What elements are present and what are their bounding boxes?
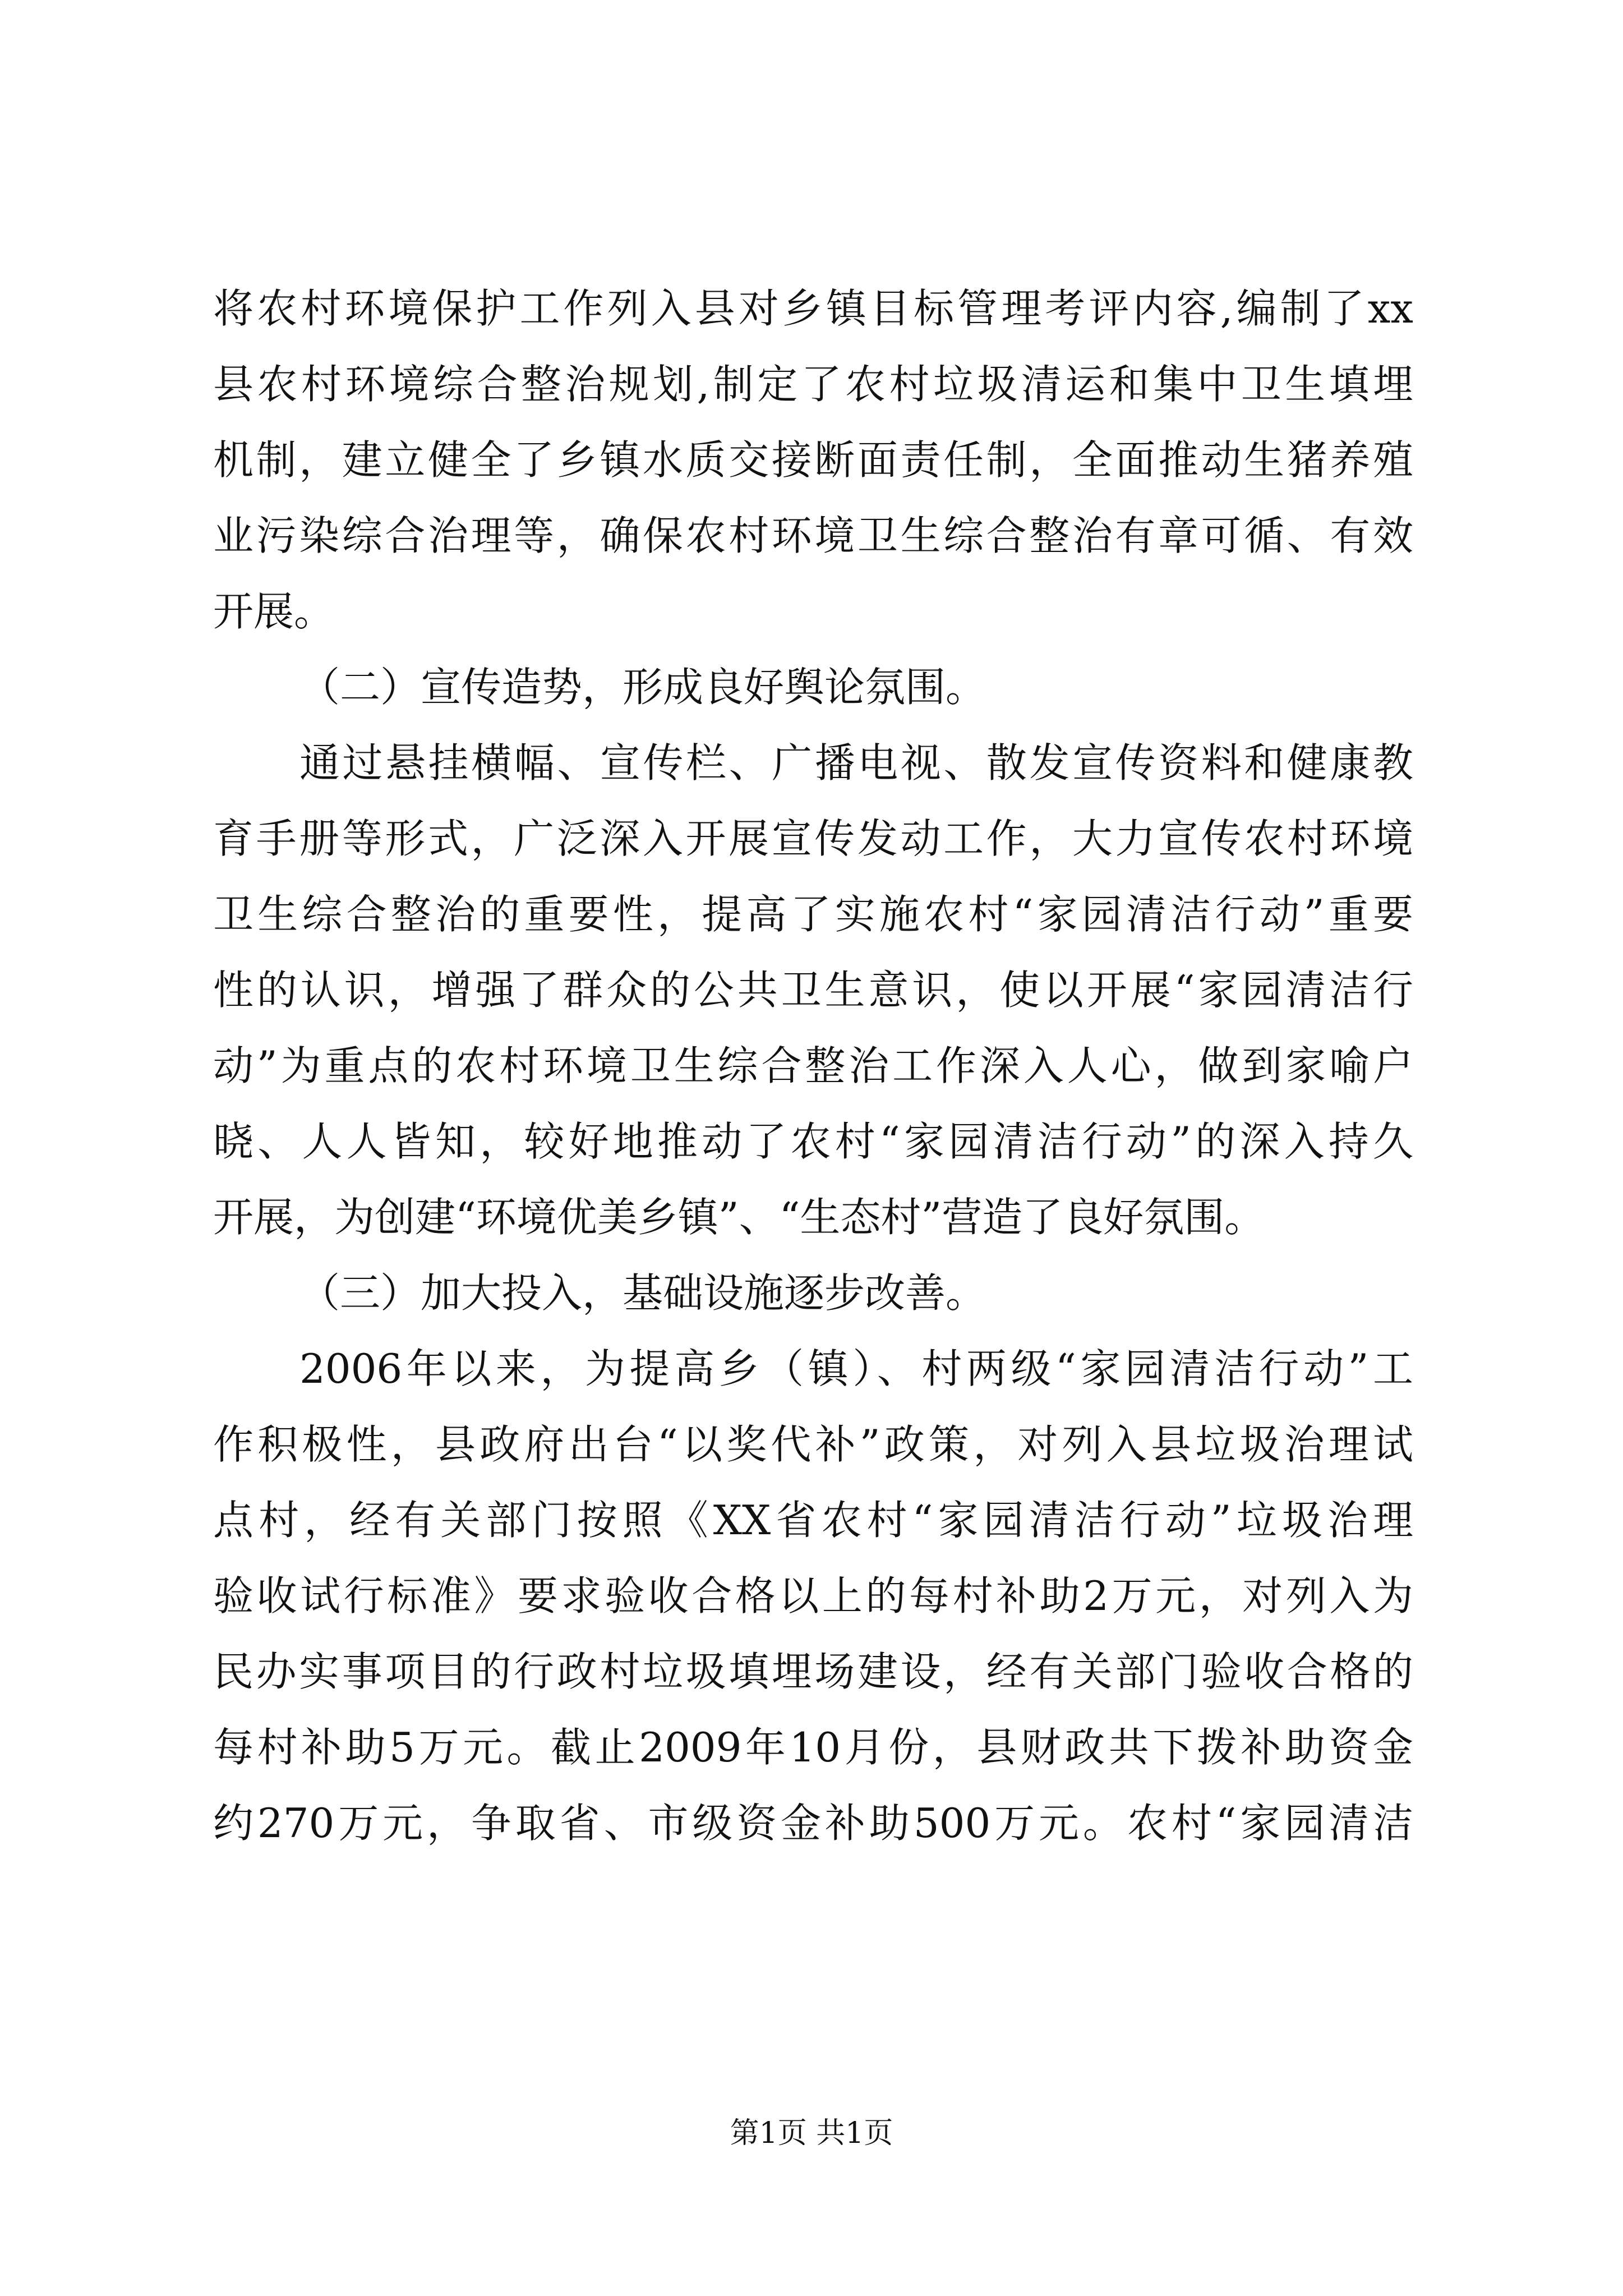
body-line-4: 业污染综合治理等，确保农村环境卫生综合整治有章可循、有效	[213, 512, 1413, 559]
body-line-21: 约270万元，争取省、市级资金补助500万元。农村“家园清洁	[213, 1800, 1413, 1847]
body-line-13: 开展，为创建“环境优美乡镇”、“生态村”营造了良好氛围。	[213, 1194, 1265, 1241]
body-line-10: 性的认识，增强了群众的公共卫生意识，使以开展“家园清洁行	[213, 967, 1413, 1014]
body-line-12: 晓、人人皆知，较好地推动了农村“家园清洁行动”的深入持久	[213, 1118, 1413, 1165]
body-line-1: 将农村环境保护工作列入县对乡镇目标管理考评内容,编制了xx	[213, 285, 1413, 332]
body-line-2: 县农村环境综合整治规划,制定了农村垃圾清运和集中卫生填埋	[213, 361, 1413, 408]
body-line-5: 开展。	[213, 588, 335, 635]
section-heading-3: （三）加大投入，基础设施逐步改善。	[299, 1269, 986, 1317]
body-line-19: 民办实事项目的行政村垃圾填埋场建设，经有关部门验收合格的	[213, 1648, 1413, 1695]
body-line-7: 通过悬挂横幅、宣传栏、广播电视、散发宣传资料和健康教	[299, 739, 1413, 786]
body-line-20: 每村补助5万元。截止2009年10月份，县财政共下拨补助资金	[213, 1724, 1413, 1771]
body-line-11: 动”为重点的农村环境卫生综合整治工作深入人心，做到家喻户	[213, 1042, 1413, 1089]
body-line-9: 卫生综合整治的重要性，提高了实施农村“家园清洁行动”重要	[213, 891, 1413, 938]
body-line-3: 机制，建立健全了乡镇水质交接断面责任制，全面推动生猪养殖	[213, 436, 1413, 484]
body-line-8: 育手册等形式，广泛深入开展宣传发动工作，大力宣传农村环境	[213, 815, 1413, 862]
body-line-17: 点村，经有关部门按照《XX省农村“家园清洁行动”垃圾治理	[213, 1497, 1413, 1544]
body-line-18: 验收试行标准》要求验收合格以上的每村补助2万元，对列入为	[213, 1572, 1413, 1619]
body-line-15: 2006年以来，为提高乡（镇）、村两级“家园清洁行动”工	[299, 1345, 1413, 1392]
page-number-footer: 第1页 共1页	[730, 2116, 893, 2150]
section-heading-2: （二）宣传造势，形成良好舆论氛围。	[299, 664, 986, 711]
body-line-16: 作积极性，县政府出台“以奖代补”政策，对列入县垃圾治理试	[213, 1421, 1413, 1468]
